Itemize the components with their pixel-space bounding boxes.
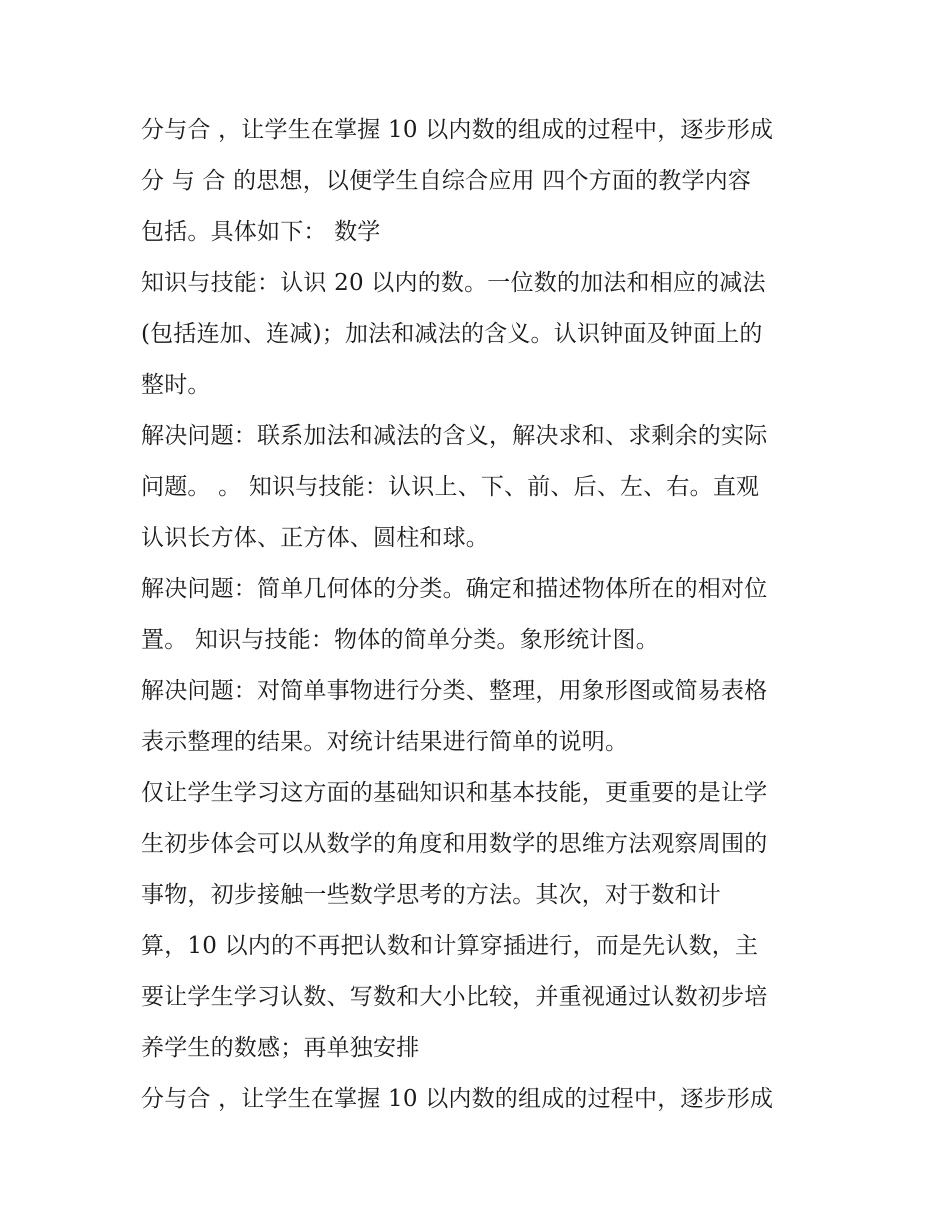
text-line: 认识长方体、正方体、圆柱和球。 <box>141 525 489 551</box>
text-line: 整时。 <box>141 372 211 398</box>
text-line: 解决问题：简单几何体的分类。确定和描述物体所在的相对位 <box>141 576 768 602</box>
text-line: 置。 知识与技能：物体的简单分类。象形统计图。 <box>141 627 659 653</box>
text-line: 分与合 ，让学生在掌握 10 以内数的组成的过程中，逐步形成 <box>141 1086 774 1112</box>
document-body <box>141 110 821 1130</box>
text-line: 解决问题：联系加法和减法的含义，解决求和、求剩余的实际 <box>141 423 768 449</box>
text-line: 算，10 以内的不再把认数和计算穿插进行，而是先认数，主 <box>141 933 759 959</box>
text-line: 分 与 合 的思想，以便学生自综合应用 四个方面的教学内容 <box>141 168 752 194</box>
text-line: 解决问题：对简单事物进行分类、整理，用象形图或简易表格 <box>141 678 768 704</box>
text-line: 分与合 ，让学生在掌握 10 以内数的组成的过程中，逐步形成 <box>141 117 774 143</box>
text-line: 事物，初步接触一些数学思考的方法。其次，对于数和计 <box>141 882 721 908</box>
text-line: 表示整理的结果。对统计结果进行简单的说明。 <box>141 729 629 755</box>
text-line: 包括。具体如下： 数学 <box>141 219 381 245</box>
text-line: 问题。 。 知识与技能：认识上、下、前、后、左、右。直观 <box>141 474 760 500</box>
text-line: 仅让学生学习这方面的基础知识和基本技能，更重要的是让学 <box>141 780 768 806</box>
text-line: 生初步体会可以从数学的角度和用数学的思维方法观察周围的 <box>141 831 768 857</box>
text-line: 要让学生学习认数、写数和大小比较，并重视通过认数初步培 <box>141 984 768 1010</box>
text-line: 养学生的数感；再单独安排 <box>141 1035 420 1061</box>
text-line: (包括连加、连减)；加法和减法的含义。认识钟面及钟面上的 <box>141 321 763 347</box>
text-line: 知识与技能：认识 20 以内的数。一位数的加法和相应的减法 <box>141 270 766 296</box>
